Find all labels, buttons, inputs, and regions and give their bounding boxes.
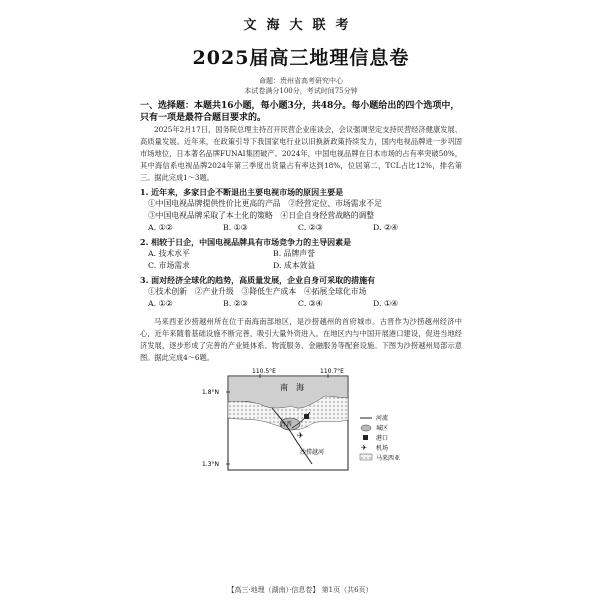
question-1-option-line: ①中国电视品牌提供性价比更高的产品 ②经营定位、市场需求不足	[148, 199, 382, 208]
lat-bottom-label: 1.3°N	[202, 461, 220, 468]
choice-c[interactable]: C. ③④	[298, 299, 323, 308]
question-2	[140, 236, 462, 272]
sarawak-map	[200, 368, 430, 476]
page-footer: 【高三·地理（湖南）·信息卷】 第1页（共6页）	[227, 586, 373, 594]
meta-line-1: 命题：贵州省高考研究中心	[259, 77, 343, 85]
choice-b[interactable]: B. ①③	[222, 223, 248, 232]
question-1-option-line: ③中国电视品牌采取了本土化的策略 ④日企自身经营战略的调整	[148, 211, 375, 220]
port-marker	[304, 414, 309, 419]
choice-d[interactable]: D. 成本效益	[273, 261, 316, 270]
lon-left-label: 110.5°E	[252, 368, 276, 375]
choice-b[interactable]: B. ②③	[222, 299, 248, 308]
question-2-choices-row-1	[140, 248, 462, 260]
legend-airport: 机场	[376, 445, 389, 452]
exam-brand: 文海大联考	[243, 18, 359, 33]
meta-line-2: 本试卷满分100分，考试时间75分钟	[244, 87, 358, 95]
city-label: 古晋	[280, 421, 293, 428]
choice-d[interactable]: D. ②④	[373, 223, 398, 232]
lat-top-label: 1.8°N	[202, 389, 220, 396]
map-legend	[360, 414, 400, 462]
lon-right-label: 110.7°E	[320, 368, 344, 375]
legend-city: 城区	[376, 425, 389, 432]
passage-1: 2025年2月17日，国务院总理主持召开民营企业座谈会，会议强调坚定支持民营经济健康发展、高质量发展。近年来，在政策引导下我国家电行业以旧换新政策持续发力，国内电视品牌进一步巩固市场地位，日本著名品牌FUNAI集团破产。2024年，中国电视品牌在日本市场的占有率突破50%，其中海信系电视品牌2024年第三季度出货量占有率达到18%，位居第二，TCL占比12%，排名第三。据此完成1～3题。	[140, 125, 462, 182]
exam-title: 2025届高三地理信息卷	[192, 47, 410, 69]
map-svg	[200, 368, 430, 476]
question-3-option-line: ①技术创新 ②产业升级 ③降低生产成本 ④拓展全球化市场	[148, 287, 367, 296]
legend-river: 河流	[376, 415, 389, 422]
question-3-stem: 3. 面对经济全球化的趋势，高质量发展，企业自身可采取的措施有	[140, 275, 376, 285]
legend-country: 马来西亚	[376, 455, 401, 462]
question-2-stem: 2. 相较于日企，中国电视品牌具有市场竞争力的主导因素是	[140, 237, 352, 247]
choice-a[interactable]: A. ①②	[148, 299, 173, 308]
question-1-choices	[140, 222, 398, 234]
choice-c[interactable]: C. ②③	[298, 223, 323, 232]
question-1-stem: 1. 近年来，多家日企不断退出主要电视市场的原因主要是	[140, 187, 344, 197]
question-3-choices	[140, 298, 398, 310]
question-1	[140, 186, 462, 234]
exam-meta	[140, 76, 462, 96]
airport-icon: ✈	[297, 431, 304, 440]
choice-b[interactable]: B. 品牌声誉	[273, 249, 315, 258]
choice-a[interactable]: A. 技术水平	[148, 249, 190, 258]
legend-city-swatch	[361, 425, 371, 431]
legend-port-swatch	[363, 435, 368, 440]
passage-2: 马来西亚沙捞越州所在位于南海南部地区，是沙捞越州的首府城市。古晋作为沙捞越州经济中心，近年来随着基础设施不断完善，吸引大量外资进入。在地区内与中国开展港口建设，促进当地经济发展，逐步形成了完善的产业链体系、物流服务、金融服务等配套设施。下图为沙捞越州局部示意图。据此完成4～6题。	[140, 317, 462, 362]
sea-label: 南 海	[280, 383, 304, 392]
legend-country-swatch	[360, 454, 372, 460]
choice-a[interactable]: A. ①②	[148, 223, 173, 232]
question-2-choices-row-2	[140, 260, 462, 272]
choice-c[interactable]: C. 市场需求	[148, 261, 190, 270]
choice-d[interactable]: D. ①④	[373, 299, 398, 308]
legend-airport-icon: ✈	[361, 444, 367, 452]
legend-port: 港口	[376, 435, 389, 442]
question-3	[140, 274, 462, 310]
section-1-heading: 一、选择题：本题共16小题，每小题3分，共48分。每小题给出的四个选项中，只有一项是最符合题目要求的。	[140, 101, 460, 123]
river-label: 沙捞越河	[300, 449, 325, 456]
